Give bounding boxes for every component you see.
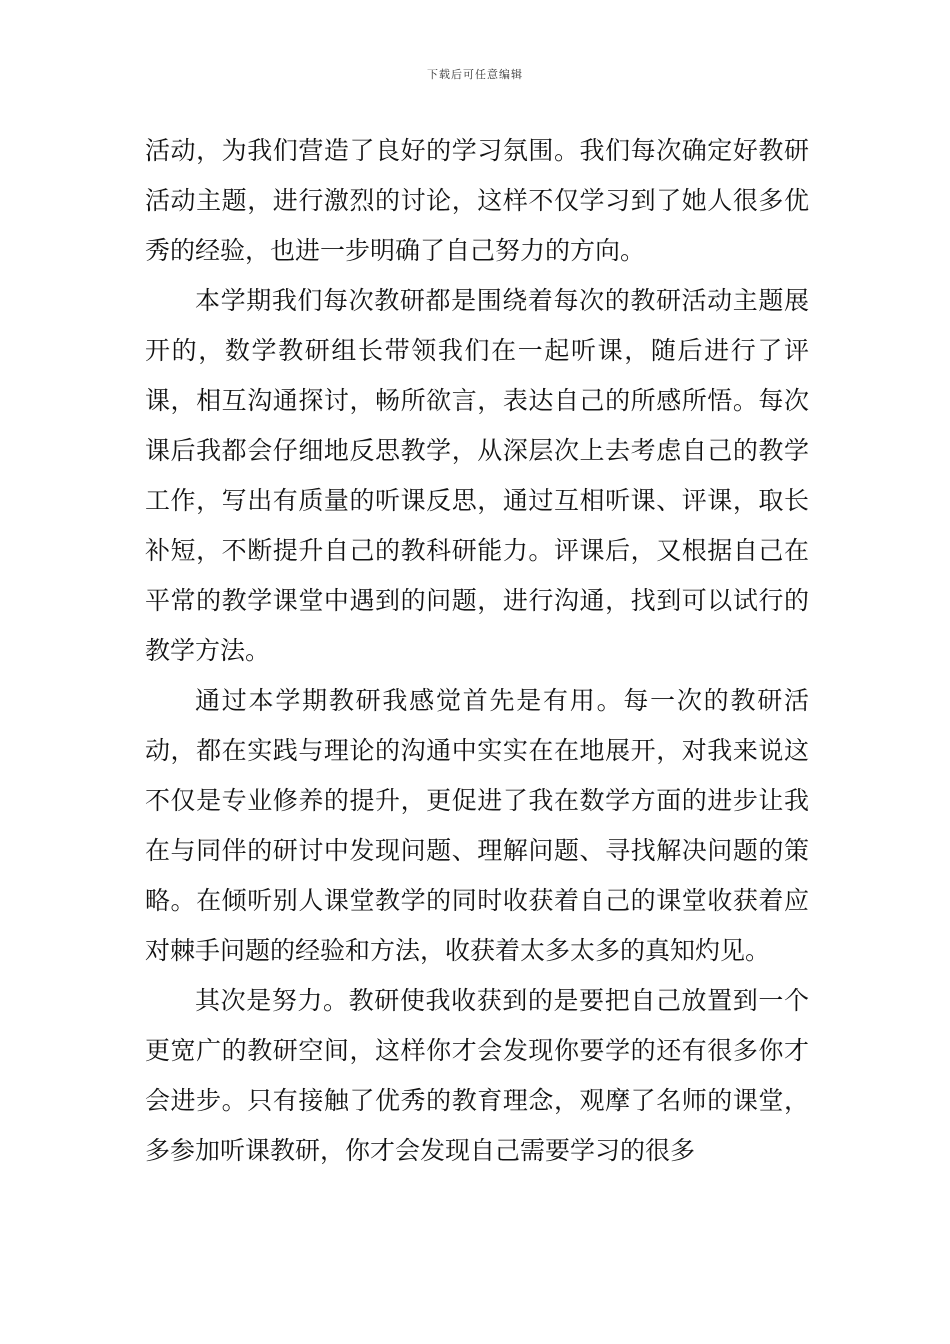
document-body (145, 126, 809, 1176)
paragraph-4: 其次是努力。教研使我收获到的是要把自己放置到一个更宽广的教研空间，这样你才会发现你要学的还有很多你才会进步。只有接触了优秀的教育理念，观摩了名师的课堂，多参加听课教研，你才会发现自己需要学习的很多 (145, 986, 809, 1165)
header-note: 下载后可任意编辑 (427, 68, 523, 81)
paragraph-3: 通过本学期教研我感觉首先是有用。每一次的教研活动，都在实践与理论的沟通中实实在在地展开，对我来说这不仅是专业修养的提升，更促进了我在数学方面的进步让我在与同伴的研讨中发现问题、理解问题、寻找解决问题的策略。在倾听别人课堂教学的同时收获着自己的课堂收获着应对棘手问题的经验和方法，收获着太多太多的真知灼见。 (145, 686, 809, 965)
paragraph-2: 本学期我们每次教研都是围绕着每次的教研活动主题展开的，数学教研组长带领我们在一起听课，随后进行了评课，相互沟通探讨，畅所欲言，表达自己的所感所悟。每次课后我都会仔细地反思教学，从深层次上去考虑自己的教学工作，写出有质量的听课反思，通过互相听课、评课，取长补短，不断提升自己的教科研能力。评课后，又根据自己在平常的教学课堂中遇到的问题，进行沟通，找到可以试行的教学方法。 (145, 286, 809, 665)
paragraph-1: 活动，为我们营造了良好的学习氛围。我们每次确定好教研活动主题，进行激烈的讨论，这样不仅学习到了她人很多优秀的经验，也进一步明确了自己努力的方向。 (145, 136, 809, 265)
